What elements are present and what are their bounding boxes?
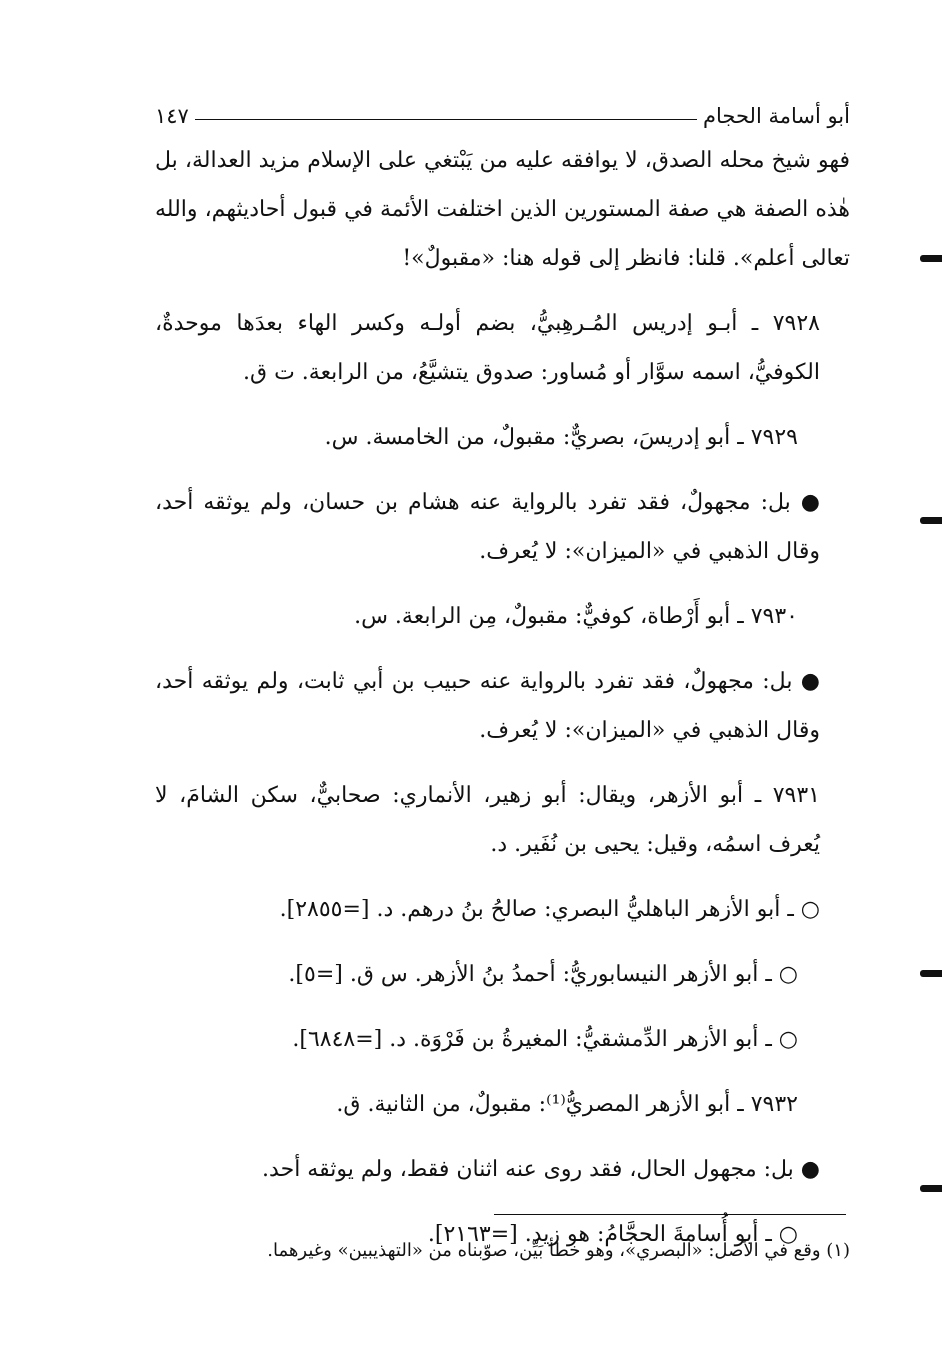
- paragraph-continuation: فهو شيخ محله الصدق، لا يوافقه عليه من يَبْتغي على الإسلام مزيد العدالة، بل هٰذه الصفة هي صفة المستورين الذين اختلفت الأئمة في قبول أحاديثهم، والله تعالى أعلم». قلنا: فانظر إلى قوله هنا: «مقبولٌ»!: [155, 148, 850, 271]
- entry-7932: ٧٩٣٢ ـ أبو الأزهر المصريُّ⁽¹⁾: مقبولٌ، من الثانية. ق.: [336, 1092, 798, 1117]
- margin-mark: [920, 517, 942, 524]
- running-header: [155, 92, 850, 128]
- entry-7928: ٧٩٢٨ ـ أبـو إدريس المُـرهِبيُّ، بضم أولـه وكسر الهاء بعدَها موحدةٌ، الكوفيُّ، اسمه سوَّار أو مُساور: صدوق يتشيَّعُ، من الرابعة. ت ق.: [155, 311, 820, 385]
- page-body: [155, 136, 850, 1275]
- crossref-hajjam: ○ ـ أبو أُسامةَ الحجَّامُ: هو زيد. [=٢١٦٣].: [427, 1222, 798, 1247]
- comment-7932: ● بل: مجهول الحال، فقد روى عنه اثنان فقط، ولم يوثقه أحد.: [262, 1157, 820, 1182]
- crossref-bahili: ○ ـ أبو الأزهر الباهليُّ البصري: صالحُ بنُ درهم. د. [=٢٨٥٥].: [279, 897, 820, 922]
- header-title: أبو أسامة الحجام: [703, 104, 850, 128]
- footnote: (١) وقع في الأصل: «البصري»، وهو خطأ بَيِّن، صوّبناه من «التهذيبين» وغيرهما.: [267, 1240, 850, 1261]
- margin-mark: [920, 970, 942, 977]
- margin-mark: [920, 255, 942, 262]
- footnote-rule: [494, 1214, 846, 1215]
- page-number: ١٤٧: [155, 104, 189, 128]
- header-rule: [195, 119, 697, 120]
- entry-7929: ٧٩٢٩ ـ أبو إدريسَ، بصريٌّ: مقبولٌ، من الخامسة. س.: [324, 425, 798, 450]
- entry-7931: ٧٩٣١ ـ أبو الأزهر، ويقال: أبو زهير، الأنماري: صحابيٌّ، سكن الشامَ، لا يُعرف اسمُه، وقيل: يحيى بن نُفَير. د.: [155, 783, 820, 857]
- comment-7929: ● بل: مجهولٌ، فقد تفرد بالرواية عنه هشام بن حسان، ولم يوثقه أحد، وقال الذهبي في «الميزان»: لا يُعرف.: [155, 490, 820, 564]
- comment-7930: ● بل: مجهولٌ، فقد تفرد بالرواية عنه حبيب بن أبي ثابت، ولم يوثقه أحد، وقال الذهبي في «الميزان»: لا يُعرف.: [155, 669, 820, 743]
- crossref-naisaburi: ○ ـ أبو الأزهر النيسابوريُّ: أحمدُ بنُ الأزهر. س ق. [=٥].: [288, 962, 798, 987]
- entry-7930: ٧٩٣٠ ـ أبو أَرْطاة، كوفيٌّ: مقبولٌ، مِن الرابعة. س.: [354, 604, 798, 629]
- crossref-dimashqi: ○ ـ أبو الأزهر الدِّمشقيُّ: المغيرةُ بن فَرْوَة. د. [=٦٨٤٨].: [292, 1027, 798, 1052]
- margin-mark: [920, 1185, 942, 1192]
